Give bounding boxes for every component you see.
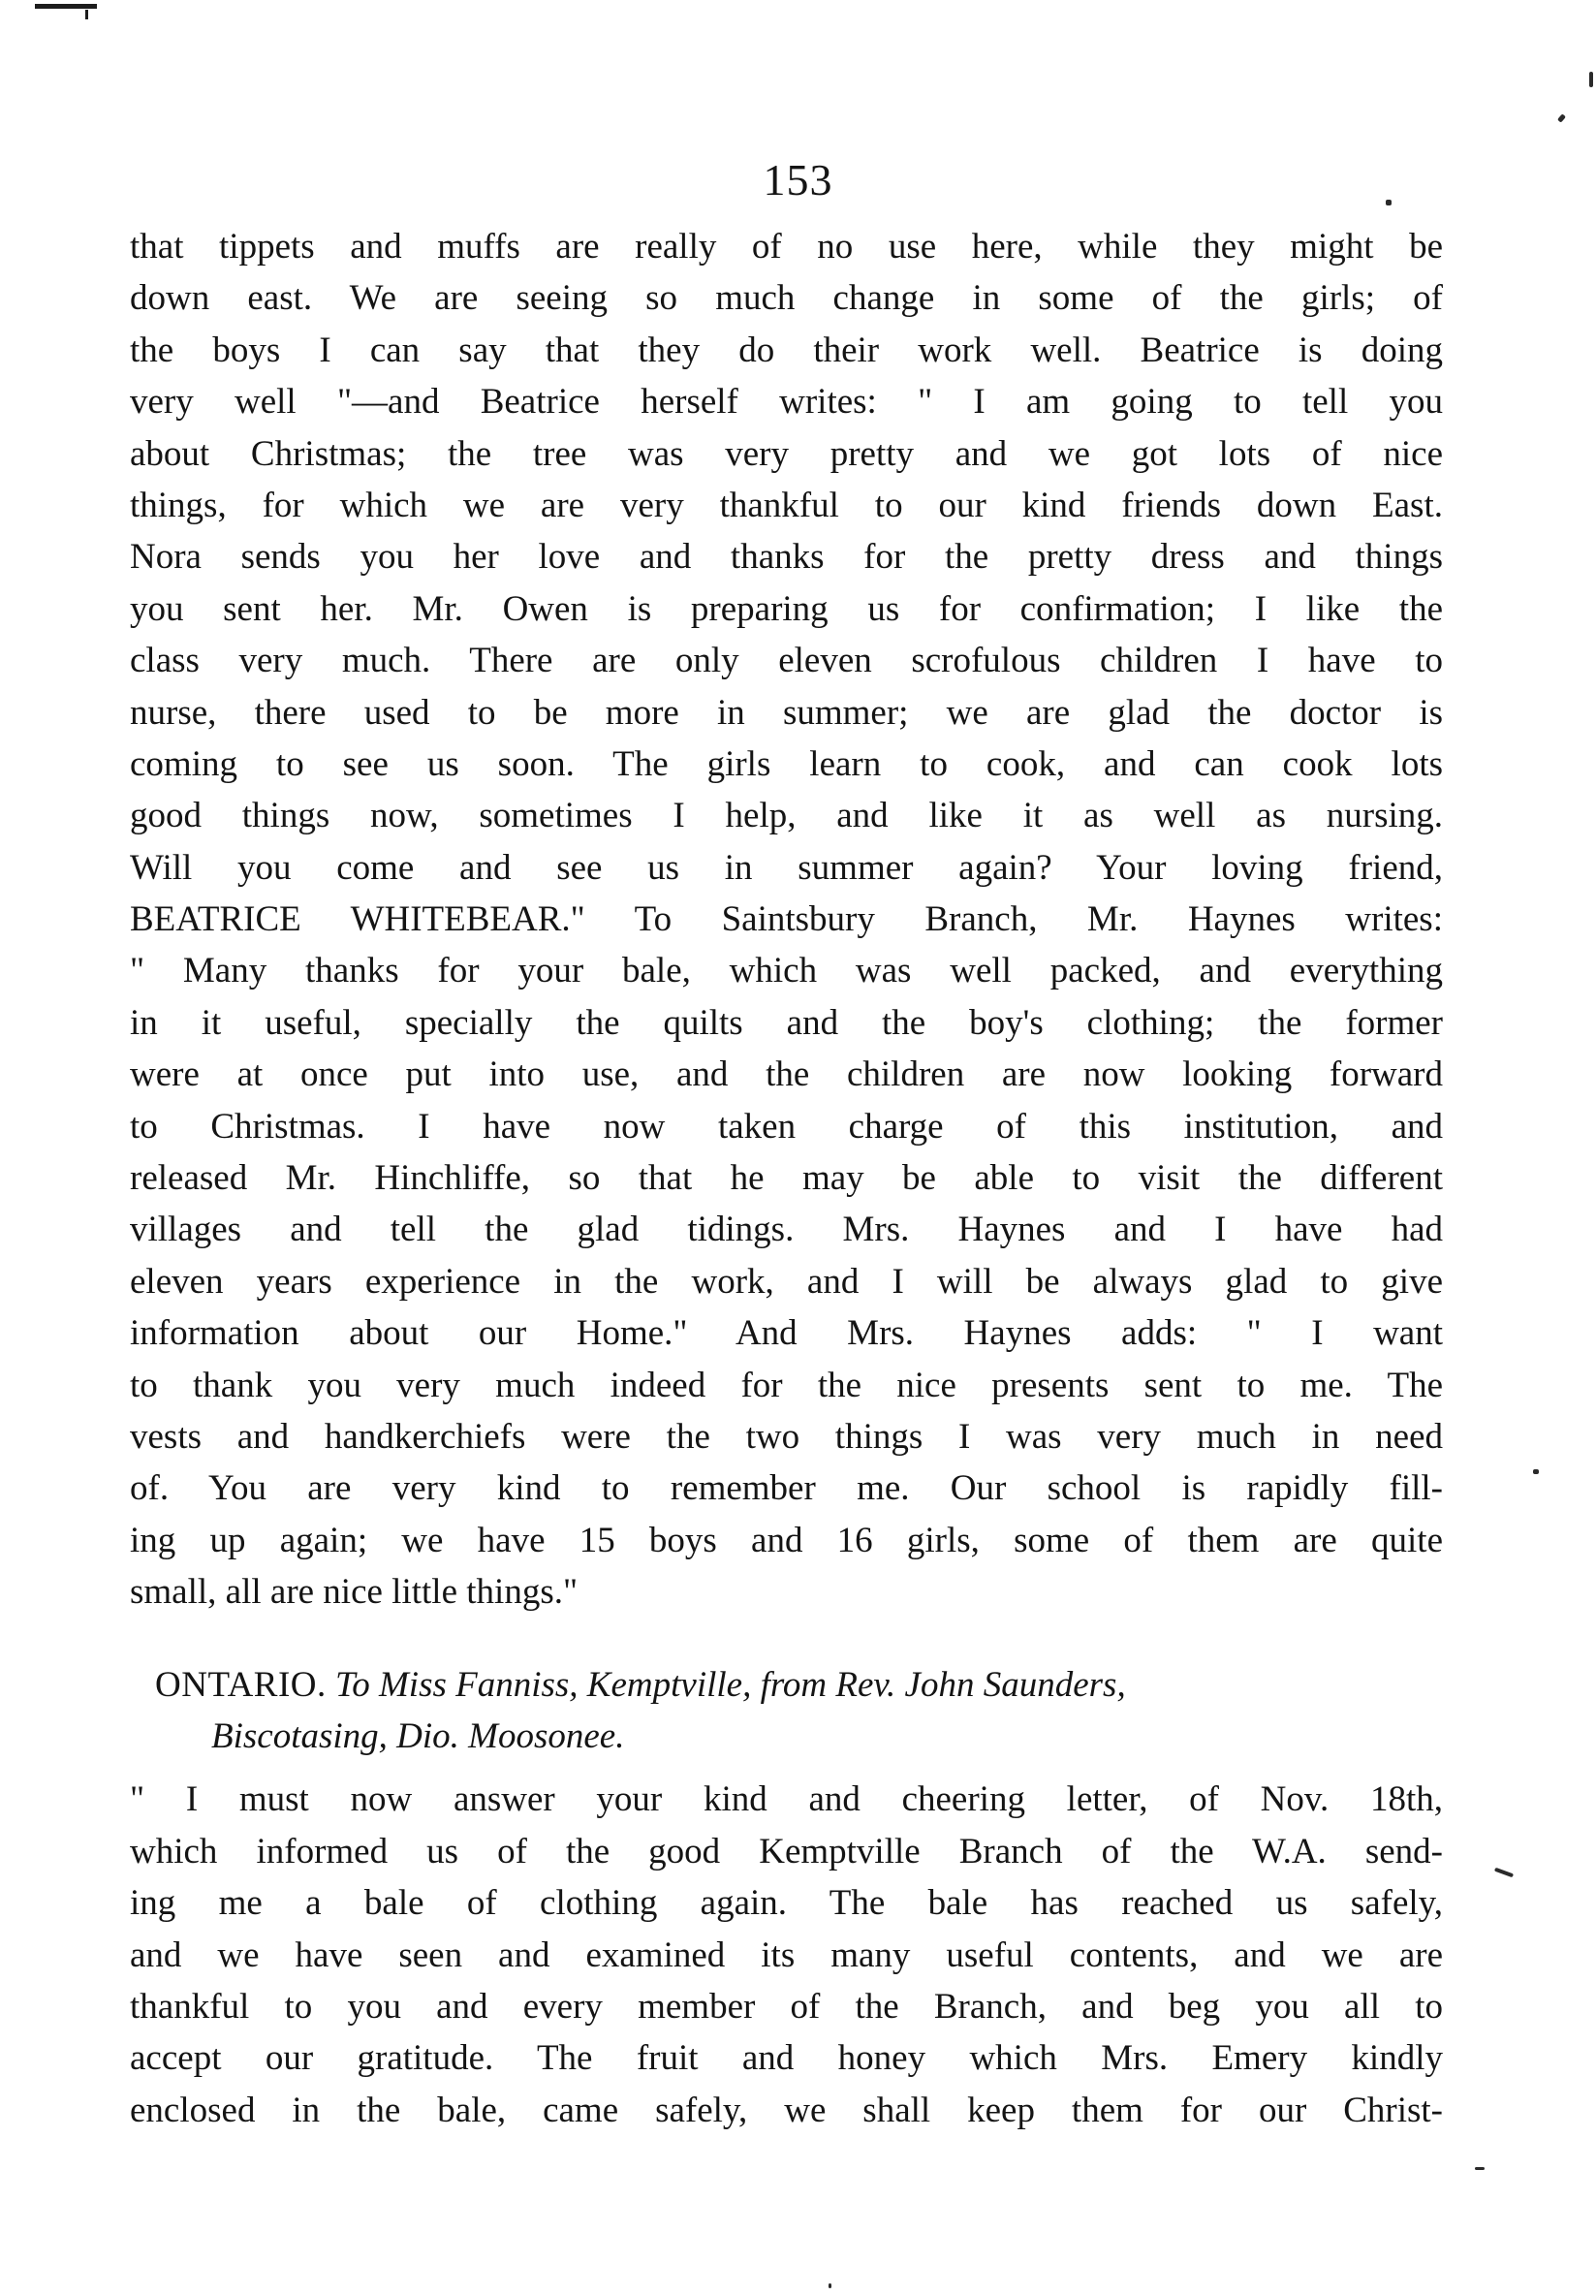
letter-heading-line-1: To Miss Fanniss, Kemptville, from Rev. John Saunders, bbox=[335, 1664, 1126, 1705]
text-line: the boys I can say that they do their work well. Beatrice is doing bbox=[130, 330, 1443, 370]
text-line: accept our gratitude. The fruit and honey which Mrs. Emery kindly bbox=[130, 2038, 1443, 2079]
text-line: and we have seen and examined its many useful contents, and we are bbox=[130, 1934, 1443, 1975]
text-line: in it useful, specially the quilts and the boy's clothing; the former bbox=[130, 1002, 1443, 1043]
page-number: 153 bbox=[763, 155, 833, 204]
text-line: coming to see us soon. The girls learn to cook, and can cook lots bbox=[130, 743, 1443, 784]
text-line: Nora sends you her love and thanks for the pretty dress and things bbox=[130, 537, 1443, 578]
text-line: that tippets and muffs are really of no use here, while they might be bbox=[130, 227, 1443, 267]
scan-speck bbox=[1589, 72, 1593, 87]
text-line: " I must now answer your kind and cheering letter, of Nov. 18th, bbox=[130, 1779, 1443, 1820]
scan-speck bbox=[1475, 2167, 1485, 2170]
text-line: eleven years experience in the work, and I will be always glad to give bbox=[130, 1261, 1443, 1302]
text-line: information about our Home." And Mrs. Haynes adds: " I want bbox=[130, 1313, 1443, 1354]
scan-speck bbox=[829, 2283, 831, 2288]
section-gap bbox=[130, 1762, 1443, 1774]
text-line: to Christmas. I have now taken charge of this institution, and bbox=[130, 1106, 1443, 1147]
text-line: " Many thanks for your bale, which was well packed, and everything bbox=[130, 951, 1443, 991]
text-line: enclosed in the bale, came safely, we shall keep them for our Christ- bbox=[130, 2090, 1443, 2130]
scan-speck bbox=[1494, 1868, 1514, 1878]
text-line: very well "—and Beatrice herself writes: " I am going to tell you bbox=[130, 382, 1443, 423]
text-line: vests and handkerchiefs were the two things I was very much in need bbox=[130, 1416, 1443, 1457]
text-line: class very much. There are only eleven scrofulous children I have to bbox=[130, 641, 1443, 681]
text-line: villages and tell the glad tidings. Mrs. Haynes and I have had bbox=[130, 1210, 1443, 1250]
text-line: nurse, there used to be more in summer; we are glad the doctor is bbox=[130, 692, 1443, 733]
text-line: you sent her. Mr. Owen is preparing us for confirmation; I like the bbox=[130, 588, 1443, 629]
text-line: small, all are nice little things." bbox=[130, 1572, 579, 1613]
text-line: ing up again; we have 15 boys and 16 girls, some of them are quite bbox=[130, 1520, 1443, 1560]
text-line: down east. We are seeing so much change in some of the girls; of bbox=[130, 278, 1443, 319]
text-line: released Mr. Hinchliffe, so that he may be able to visit the different bbox=[130, 1158, 1443, 1199]
scan-edge-mark bbox=[35, 4, 97, 9]
region-label: ONTARIO. bbox=[155, 1664, 327, 1705]
text-line: to thank you very much indeed for the nice presents sent to me. The bbox=[130, 1365, 1443, 1405]
text-line: Will you come and see us in summer again? Your loving friend, bbox=[130, 847, 1443, 888]
text-line: of. You are very kind to remember me. Our school is rapidly fill- bbox=[130, 1468, 1443, 1509]
letter-heading bbox=[130, 1659, 1443, 1711]
text-line: about Christmas; the tree was very pretty and we got lots of nice bbox=[130, 433, 1443, 474]
scan-speck bbox=[1533, 1469, 1539, 1474]
text-line: which informed us of the good Kemptville Branch of the W.A. send- bbox=[130, 1831, 1443, 1871]
letter-heading-line-2: Biscotasing, Dio. Moosonee. bbox=[211, 1715, 625, 1756]
text-line: BEATRICE WHITEBEAR." To Saintsbury Branch, Mr. Haynes writes: bbox=[130, 899, 1443, 940]
text-line: good things now, sometimes I help, and like it as well as nursing. bbox=[130, 796, 1443, 836]
text-line: were at once put into use, and the children are now looking forward bbox=[130, 1054, 1443, 1095]
body-text bbox=[130, 221, 1443, 2136]
text-line: things, for which we are very thankful to our kind friends down East. bbox=[130, 485, 1443, 525]
scan-speck bbox=[1557, 113, 1566, 122]
text-line: thankful to you and every member of the Branch, and beg you all to bbox=[130, 1986, 1443, 2027]
section-gap bbox=[130, 1619, 1443, 1659]
text-line: ing me a bale of clothing again. The bale has reached us safely, bbox=[130, 1883, 1443, 1924]
